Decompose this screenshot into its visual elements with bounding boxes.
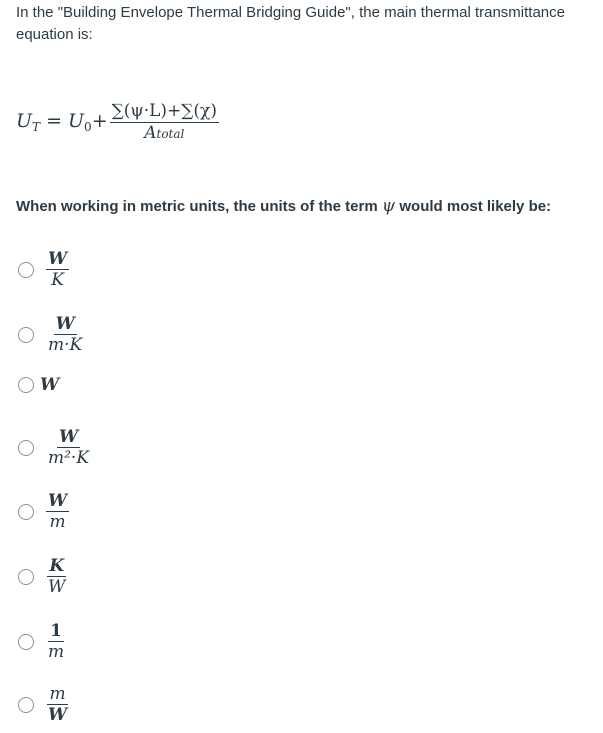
answer-option-7[interactable] bbox=[18, 621, 66, 662]
option-fraction: $\frac{K}{W}$ bbox=[48, 556, 66, 597]
psi-symbol: ψ bbox=[381, 196, 396, 216]
option-label: W bbox=[40, 375, 60, 395]
answer-option-5[interactable] bbox=[18, 491, 69, 532]
radio-button[interactable] bbox=[18, 327, 34, 343]
radio-button[interactable] bbox=[18, 377, 34, 393]
option-fraction: $\frac{W}{m\cdot K}$ bbox=[48, 314, 83, 355]
radio-button[interactable] bbox=[18, 634, 34, 650]
radio-button[interactable] bbox=[18, 569, 34, 585]
answer-option-1[interactable] bbox=[18, 249, 69, 290]
answer-option-6[interactable] bbox=[18, 556, 67, 597]
question-intro: In the "Building Envelope Thermal Bridging Guide", the main thermal transmittance equation is: bbox=[16, 4, 565, 43]
radio-button[interactable] bbox=[18, 697, 34, 713]
answer-option-4[interactable] bbox=[18, 427, 91, 468]
option-fraction: $\frac{W}{\text{m²·K}}$ bbox=[48, 427, 90, 468]
option-fraction: $\frac{W}{m}$ bbox=[48, 491, 68, 532]
radio-button[interactable] bbox=[18, 440, 34, 456]
answer-option-8[interactable] bbox=[18, 684, 69, 725]
equation-numerator: ∑(ψ·L)+∑(χ) bbox=[111, 101, 217, 121]
equation-denominator: Atotal bbox=[144, 123, 185, 143]
equation-fraction bbox=[110, 101, 219, 143]
option-fraction: $\frac{m}{W}$ bbox=[48, 684, 68, 725]
answer-option-3[interactable] bbox=[18, 375, 59, 395]
question-prompt: When working in metric units, the units of the term ψ would most likely be: bbox=[16, 196, 552, 216]
option-fraction: $\frac{1}{m}$ bbox=[48, 621, 65, 662]
thermal-transmittance-equation bbox=[16, 96, 219, 148]
radio-button[interactable] bbox=[18, 262, 34, 278]
radio-button[interactable] bbox=[18, 504, 34, 520]
answer-option-2[interactable] bbox=[18, 314, 84, 355]
option-fraction: $\frac{W}{K}$ bbox=[48, 249, 68, 290]
equation-lhs: $U_T = U_0+$ bbox=[16, 110, 108, 134]
